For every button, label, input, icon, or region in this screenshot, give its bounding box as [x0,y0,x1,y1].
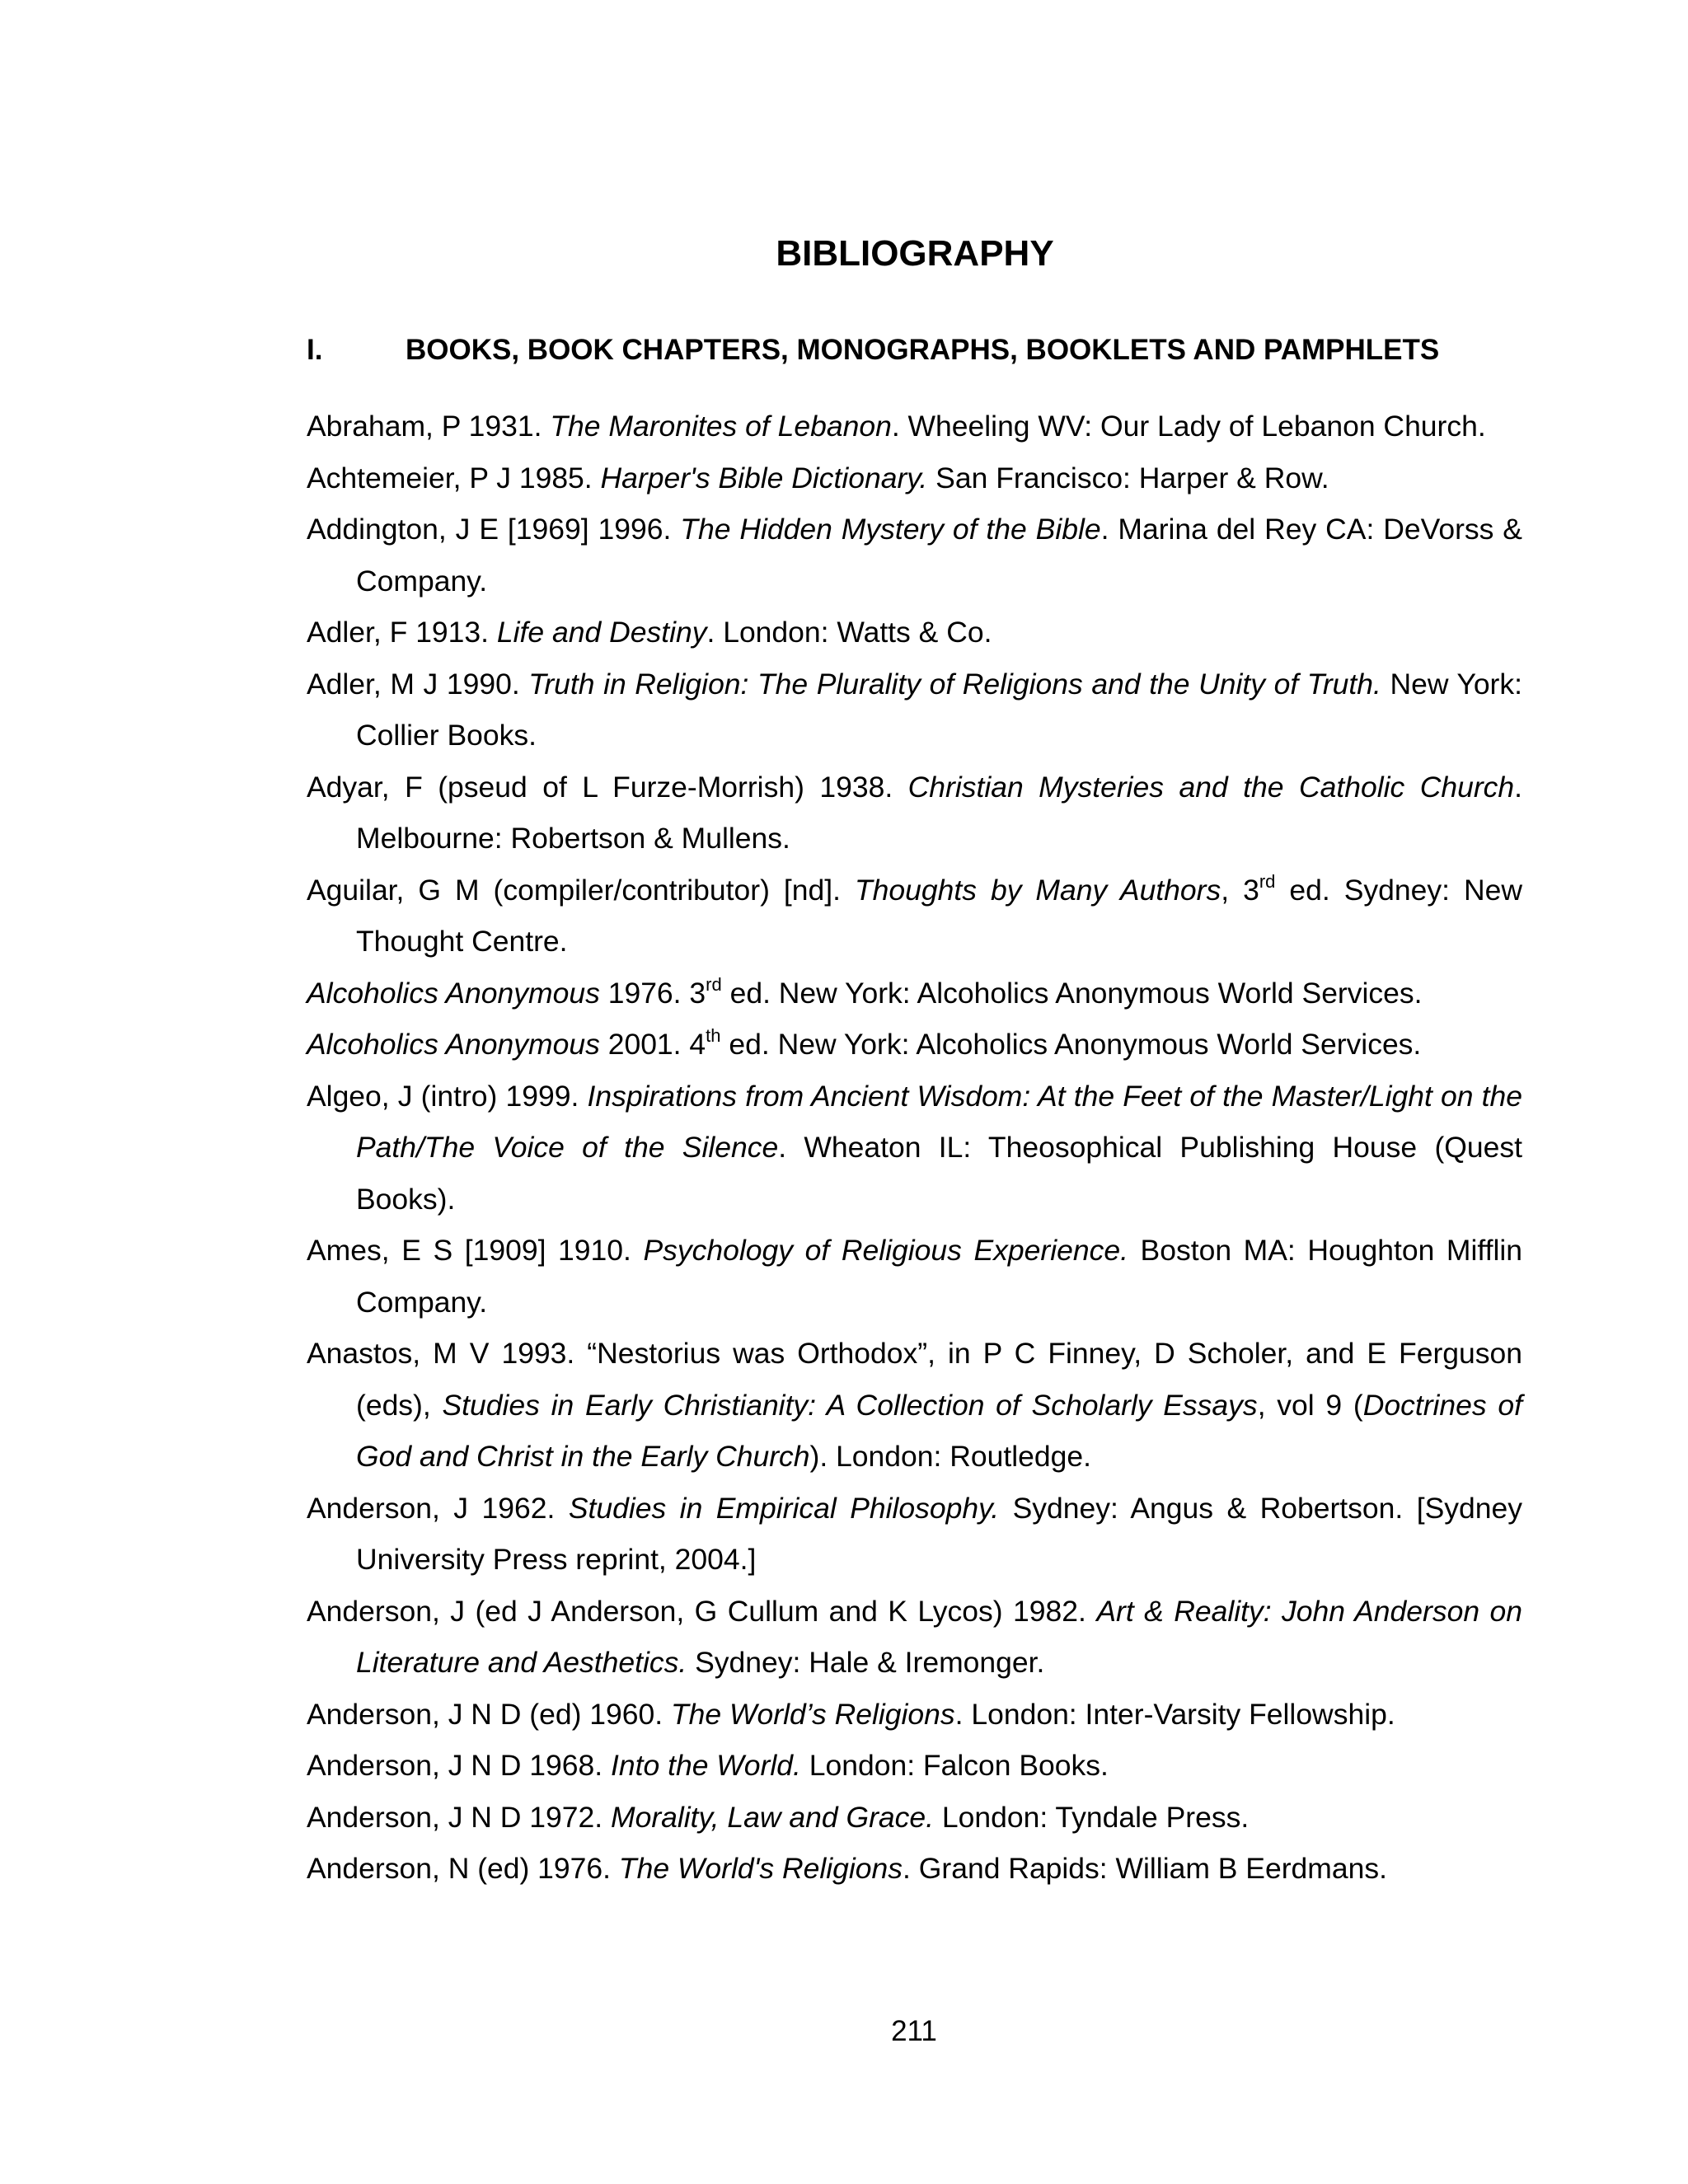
bibliography-entry: Achtemeier, P J 1985. Harper's Bible Dictionary. San Francisco: Harper & Row. [307,461,1329,494]
bibliography-entry: Ames, E S [1909] 1910. Psychology of Religious Experience. Boston MA: Houghton Mifflin Company. [307,1234,1522,1319]
bibliography-entry: Adler, F 1913. Life and Destiny. London: Watts & Co. [307,616,992,649]
bibliography-entry: Anderson, N (ed) 1976. The World's Religions. Grand Rapids: William B Eerdmans. [307,1852,1387,1885]
bibliography-entry: Anderson, J (ed J Anderson, G Cullum and K Lycos) 1982. Art & Reality: John Anderson on Literature and Aesthetics. Sydney: Hale & Iremonger. [307,1594,1522,1679]
bibliography-entry: Algeo, J (intro) 1999. Inspirations from Ancient Wisdom: At the Feet of the Master/Light on the Path/The Voice of the Silence. Wheaton IL: Theosophical Publishing House (Quest Books). [307,1079,1522,1216]
bibliography-entry: Aguilar, G M (compiler/contributor) [nd]. Thoughts by Many Authors, 3rd ed. Sydney: New Thought Centre. [307,870,1522,958]
section-heading [307,330,1526,371]
bibliography-entry: Alcoholics Anonymous 2001. 4th ed. New York: Alcoholics Anonymous World Services. [307,1025,1422,1061]
bibliography-entry: Adler, M J 1990. Truth in Religion: The Plurality of Religions and the Unity of Truth. New York: Collier Books. [307,667,1522,752]
bibliography-entry: Anderson, J 1962. Studies in Empirical Philosophy. Sydney: Angus & Robertson. [Sydney University Press reprint, 2004.] [307,1491,1522,1576]
bibliography-entry: Anderson, J N D 1972. Morality, Law and Grace. London: Tyndale Press. [307,1800,1250,1834]
bibliography-entry: Anastos, M V 1993. “Nestorius was Orthodox”, in P C Finney, D Scholer, and E Ferguson (eds), Studies in Early Christianity: A Collection of Scholarly Essays, vol 9 (Doctrines of God and Christ in the Early Church). London: Routledge. [307,1337,1522,1473]
page-number: 211 [891,2015,937,2047]
bibliography-entry: Anderson, J N D (ed) 1960. The World’s Religions. London: Inter-Varsity Fellowship. [307,1697,1395,1731]
page-title: BIBLIOGRAPHY [776,233,1054,274]
bibliography-list [307,401,1522,1895]
bibliography-entry: Addington, J E [1969] 1996. The Hidden Mystery of the Bible. Marina del Rey CA: DeVorss & Company. [307,513,1522,598]
section-title: BOOKS, BOOK CHAPTERS, MONOGRAPHS, BOOKLETS AND PAMPHLETS [406,334,1440,366]
bibliography-entry: Alcoholics Anonymous 1976. 3rd ed. New York: Alcoholics Anonymous World Services. [307,973,1423,1010]
bibliography-entry: Anderson, J N D 1968. Into the World. London: Falcon Books. [307,1749,1109,1782]
bibliography-entry: Abraham, P 1931. The Maronites of Lebanon. Wheeling WV: Our Lady of Lebanon Church. [307,410,1486,443]
bibliography-entry: Adyar, F (pseud of L Furze-Morrish) 1938. Christian Mysteries and the Catholic Church. Melbourne: Robertson & Mullens. [307,770,1523,855]
section-number: I. [307,334,323,366]
